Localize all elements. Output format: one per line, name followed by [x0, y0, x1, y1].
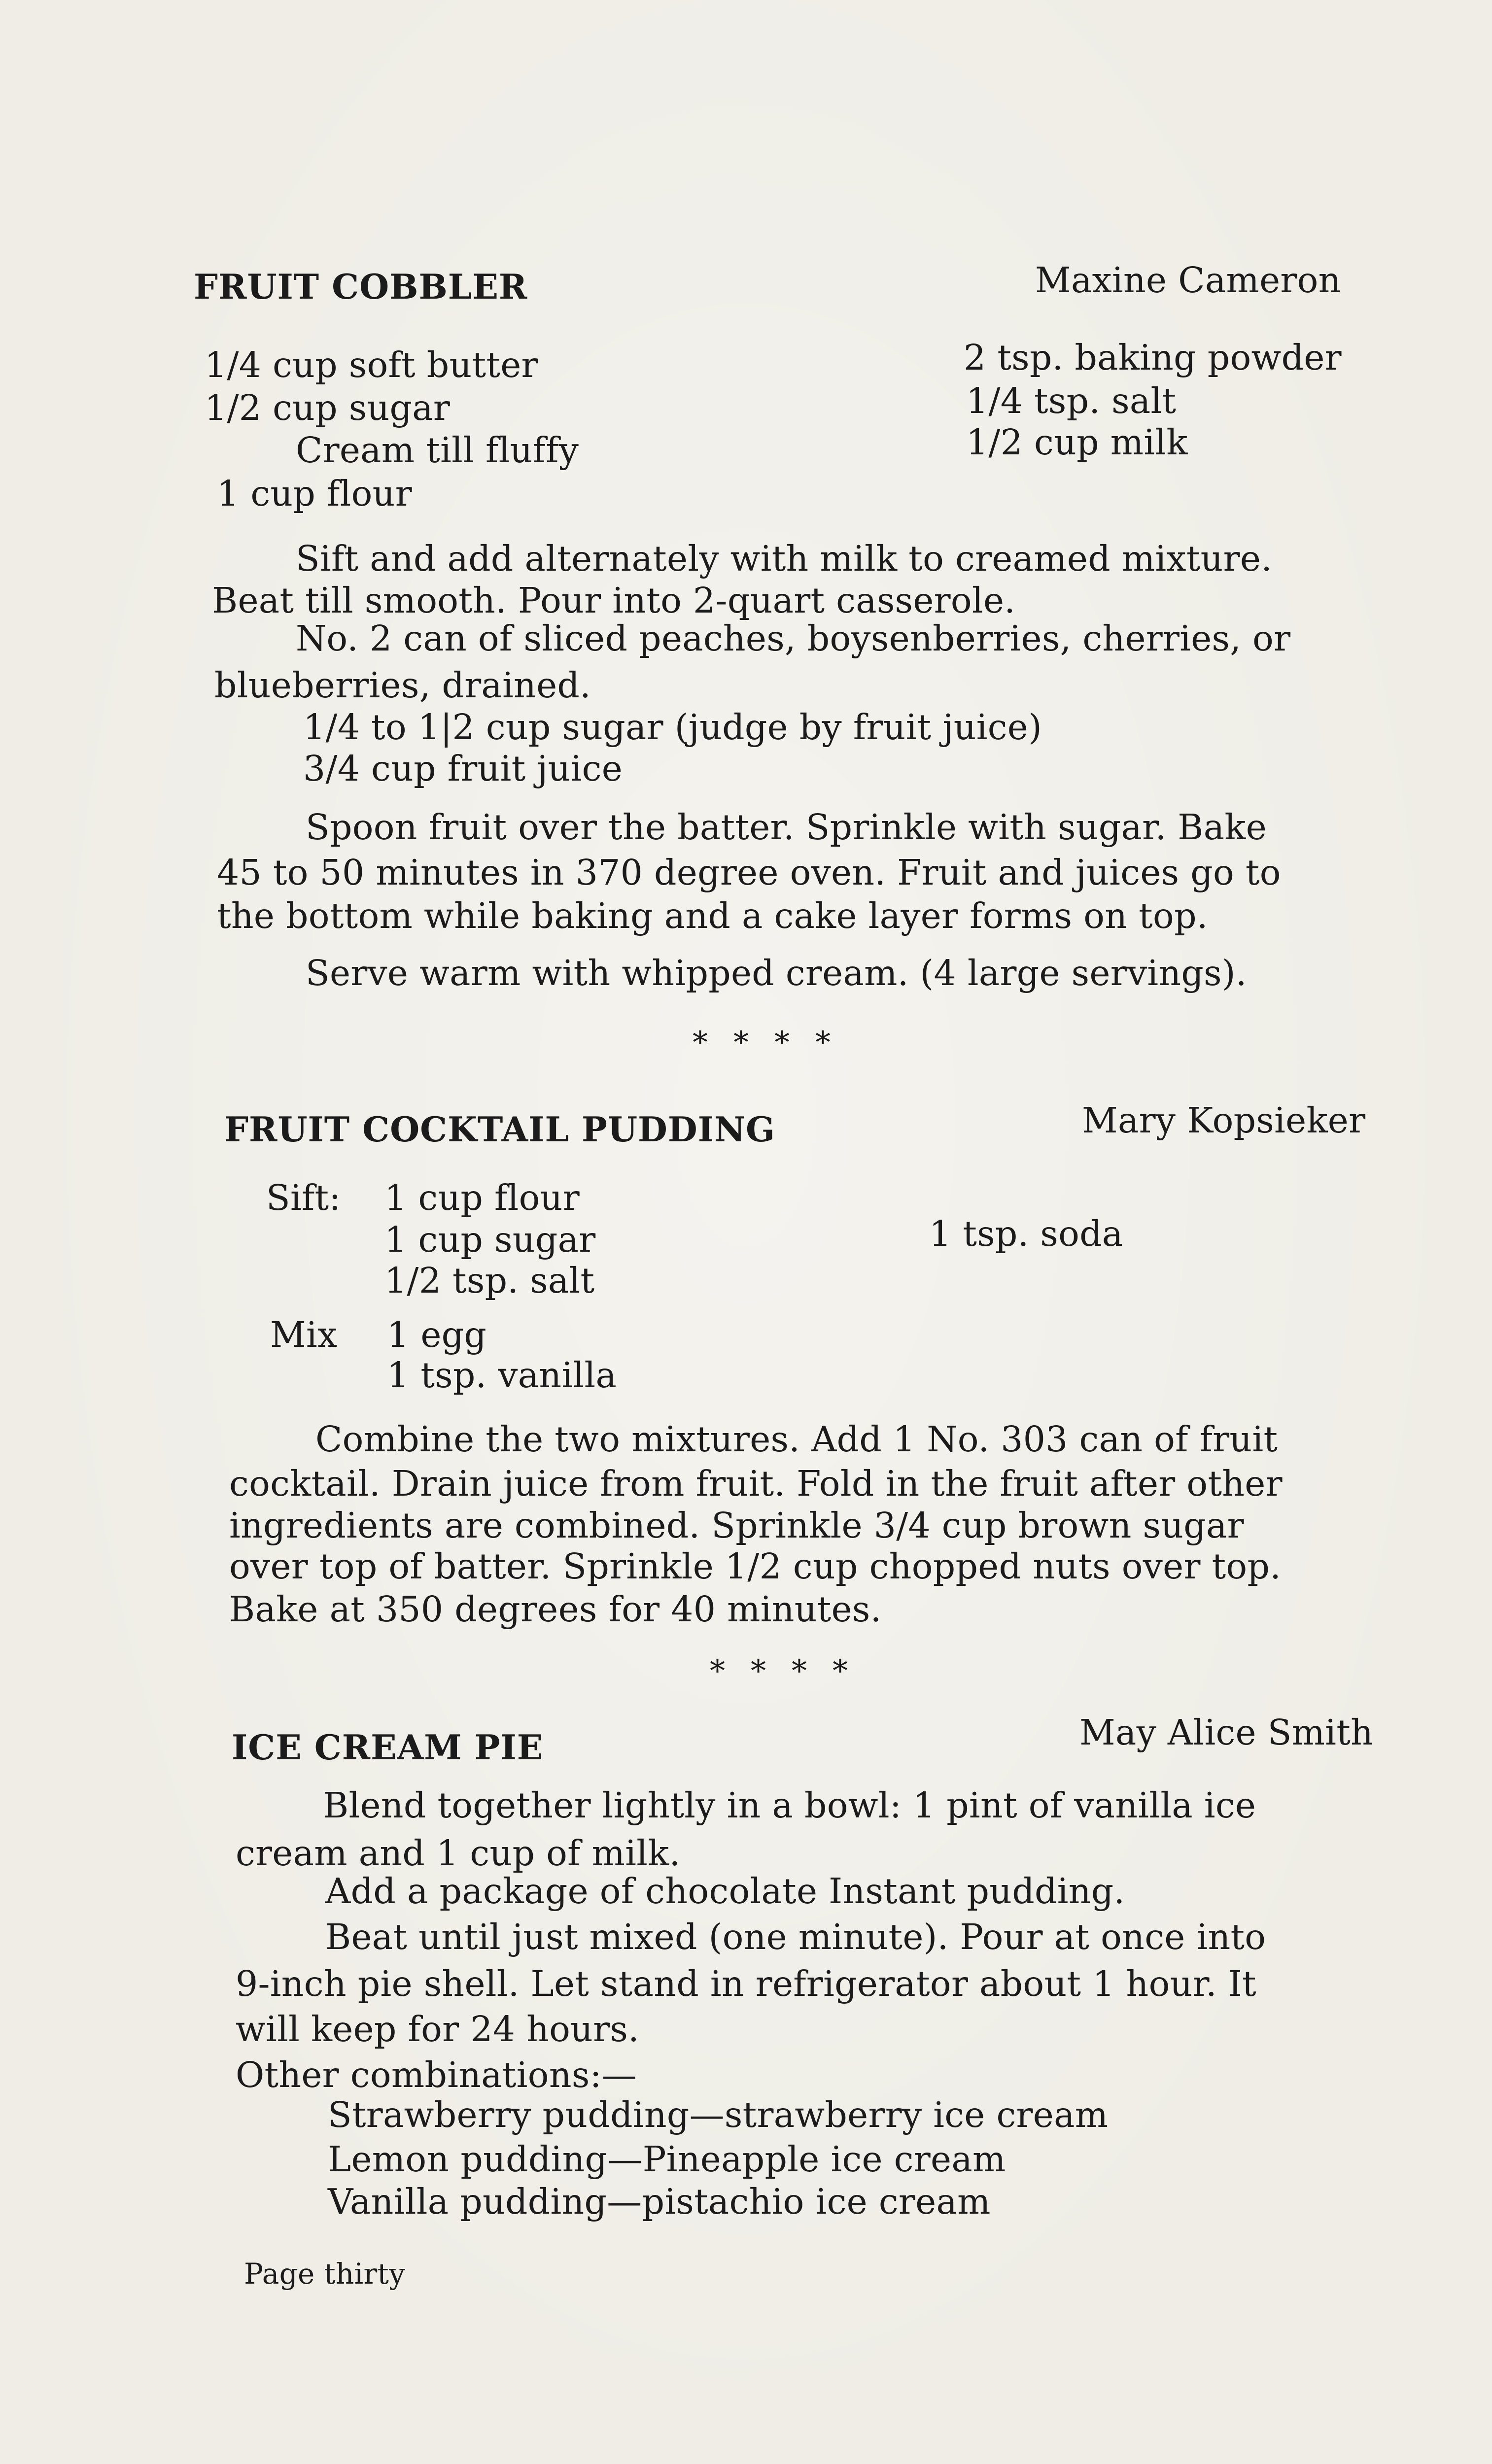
paragraph-line: Lemon pudding—Pineapple ice cream — [328, 2139, 1006, 2180]
paragraph-line: 9-inch pie shell. Let stand in refrigerator about 1 hour. It — [236, 1963, 1257, 2004]
ingredient: 1/4 cup soft butter — [205, 344, 538, 385]
paragraph-line: 3/4 cup fruit juice — [303, 748, 623, 789]
page-number: Page thirty — [244, 2257, 406, 2291]
ingredient: 1 tsp. soda — [929, 1213, 1123, 1254]
paragraph-line: cream and 1 cup of milk. — [236, 1833, 681, 1874]
ingredient: 1 egg — [387, 1314, 487, 1355]
sift-label: Sift: — [266, 1177, 341, 1218]
ingredient: 1/4 tsp. salt — [966, 380, 1177, 421]
section-separator: **** — [693, 1025, 856, 1061]
paragraph-line: ingredients are combined. Sprinkle 3/4 cup brown sugar — [229, 1505, 1244, 1546]
paragraph-line: Bake at 350 degrees for 40 minutes. — [229, 1589, 882, 1630]
paragraph-line: Strawberry pudding—strawberry ice cream — [328, 2094, 1109, 2135]
ingredient: 1 cup flour — [384, 1177, 580, 1218]
paragraph-line: Beat until just mixed (one minute). Pour at once into — [325, 1916, 1266, 1957]
recipe-author-fruit-cobbler: Maxine Cameron — [1035, 260, 1341, 301]
ingredient: 2 tsp. baking powder — [964, 337, 1342, 378]
recipe-author-fruit-cocktail-pudding: Mary Kopsieker — [1082, 1100, 1366, 1141]
paragraph-line: Serve warm with whipped cream. (4 large servings). — [306, 953, 1247, 993]
paragraph-line: the bottom while baking and a cake layer forms on top. — [217, 895, 1208, 936]
ingredient: 1 cup sugar — [384, 1219, 596, 1260]
recipe-title-fruit-cobbler: FRUIT COBBLER — [194, 267, 528, 307]
paragraph-line: Combine the two mixtures. Add 1 No. 303 can of fruit — [315, 1419, 1278, 1460]
paragraph-line: Add a package of chocolate Instant pudding. — [325, 1871, 1125, 1912]
recipe-title-fruit-cocktail-pudding: FRUIT COCKTAIL PUDDING — [224, 1110, 775, 1150]
paragraph-line: Sift and add alternately with milk to creamed mixture. — [296, 538, 1273, 579]
ingredient: 1/2 cup sugar — [205, 387, 451, 428]
ingredient: 1 tsp. vanilla — [387, 1355, 617, 1396]
paragraph-line: No. 2 can of sliced peaches, boysenberries, cherries, or — [296, 618, 1291, 659]
instruction-step: Cream till fluffy — [296, 430, 579, 471]
paragraph-line: Blend together lightly in a bowl: 1 pint of vanilla ice — [323, 1785, 1256, 1826]
paragraph-line: Other combinations:— — [236, 2054, 637, 2095]
paragraph-line: blueberries, drained. — [214, 665, 591, 706]
section-separator: **** — [710, 1653, 873, 1689]
paragraph-line: cocktail. Drain juice from fruit. Fold in the fruit after other — [229, 1463, 1283, 1504]
paragraph-line: Beat till smooth. Pour into 2-quart casserole. — [212, 580, 1016, 621]
paragraph-line: over top of batter. Sprinkle 1/2 cup chopped nuts over top. — [229, 1546, 1282, 1587]
recipe-author-ice-cream-pie: May Alice Smith — [1079, 1712, 1374, 1753]
paragraph-line: 45 to 50 minutes in 370 degree oven. Fruit and juices go to — [217, 852, 1281, 893]
recipe-title-ice-cream-pie: ICE CREAM PIE — [232, 1728, 544, 1768]
paragraph-line: 1/4 to 1|2 cup sugar (judge by fruit juice) — [303, 707, 1042, 748]
paragraph-line: Vanilla pudding—pistachio ice cream — [328, 2181, 991, 2222]
mix-label: Mix — [270, 1314, 338, 1355]
paragraph-line: will keep for 24 hours. — [236, 2009, 640, 2050]
paragraph-line: Spoon fruit over the batter. Sprinkle with sugar. Bake — [306, 807, 1267, 848]
ingredient: 1 cup flour — [217, 473, 412, 514]
ingredient: 1/2 tsp. salt — [384, 1260, 595, 1301]
ingredient: 1/2 cup milk — [966, 422, 1188, 463]
